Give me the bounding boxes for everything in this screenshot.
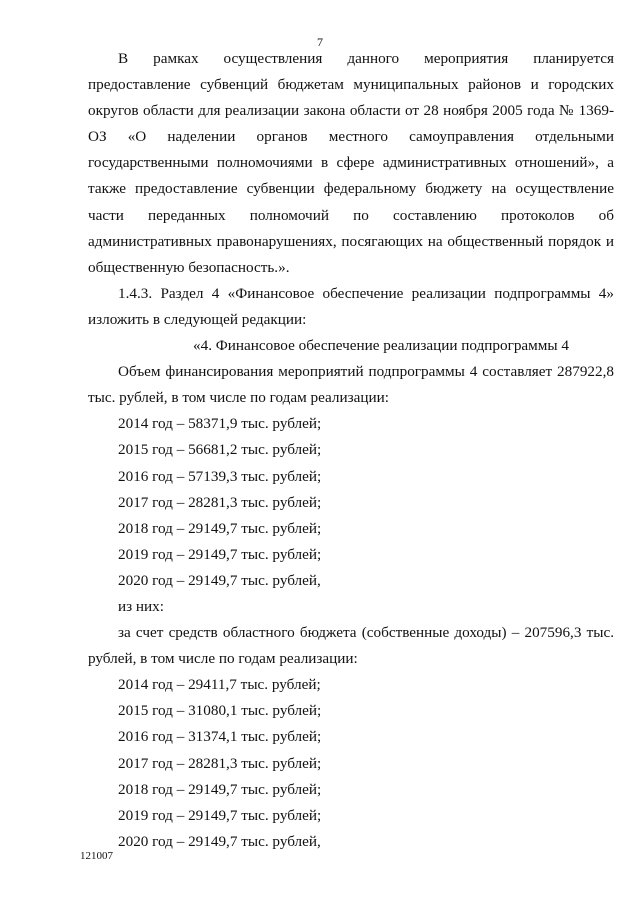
- regional-year-2014: 2014 год – 29411,7 тыс. рублей;: [118, 676, 321, 694]
- section-heading: «4. Финансовое обеспечение реализации подпрограммы 4: [193, 337, 569, 355]
- total-year-2017: 2017 год – 28281,3 тыс. рублей;: [118, 493, 322, 511]
- regional-year-2015: 2015 год – 31080,1 тыс. рублей;: [118, 702, 322, 720]
- page-number: 7: [317, 35, 323, 49]
- regional-by-year-list: [88, 672, 614, 855]
- regional-budget-paragraph: за счет средств областного бюджета (собственные доходы) – 207596,3 тыс. рублей, в том числе по годам реализации:: [88, 624, 614, 668]
- regional-year-2018: 2018 год – 29149,7 тыс. рублей;: [118, 780, 322, 798]
- total-financing-paragraph: Объем финансирования мероприятий подпрограммы 4 составляет 287922,8 тыс. рублей, в том числе по годам реализации:: [88, 363, 614, 407]
- document-body: [88, 46, 614, 855]
- document-code: 121007: [80, 850, 113, 862]
- regional-year-2020: 2020 год – 29149,7 тыс. рублей,: [118, 832, 321, 850]
- intro-paragraph: В рамках осуществления данного мероприятия планируется предоставление субвенций бюджетам муниципальных районов и городских округов области для реализации закона области от 28 ноября 2005 года № 1369-ОЗ «О наделении органов местного самоуправления отдельными государственными полномочиями в сфере административных отношений», а также предоставление субвенции федеральному бюджету на осуществление части переданных полномочий по составлению протоколов об административных правонарушениях, посягающих на общественный порядок и общественную безопасность.».: [88, 50, 614, 276]
- total-year-2015: 2015 год – 56681,2 тыс. рублей;: [118, 441, 322, 459]
- total-year-2019: 2019 год – 29149,7 тыс. рублей;: [118, 545, 322, 563]
- regional-year-2016: 2016 год – 31374,1 тыс. рублей;: [118, 728, 322, 746]
- total-year-2016: 2016 год – 57139,3 тыс. рублей;: [118, 467, 322, 485]
- total-year-2020: 2020 год – 29149,7 тыс. рублей,: [118, 571, 321, 589]
- subsection-paragraph: 1.4.3. Раздел 4 «Финансовое обеспечение реализации подпрограммы 4» изложить в следующей редакции:: [88, 284, 614, 328]
- regional-year-2017: 2017 год – 28281,3 тыс. рублей;: [118, 754, 322, 772]
- total-year-2014: 2014 год – 58371,9 тыс. рублей;: [118, 415, 322, 433]
- of-which-line: из них:: [118, 597, 164, 615]
- regional-year-2019: 2019 год – 29149,7 тыс. рублей;: [118, 806, 322, 824]
- total-year-2018: 2018 год – 29149,7 тыс. рублей;: [118, 519, 322, 537]
- total-by-year-list: [88, 411, 614, 594]
